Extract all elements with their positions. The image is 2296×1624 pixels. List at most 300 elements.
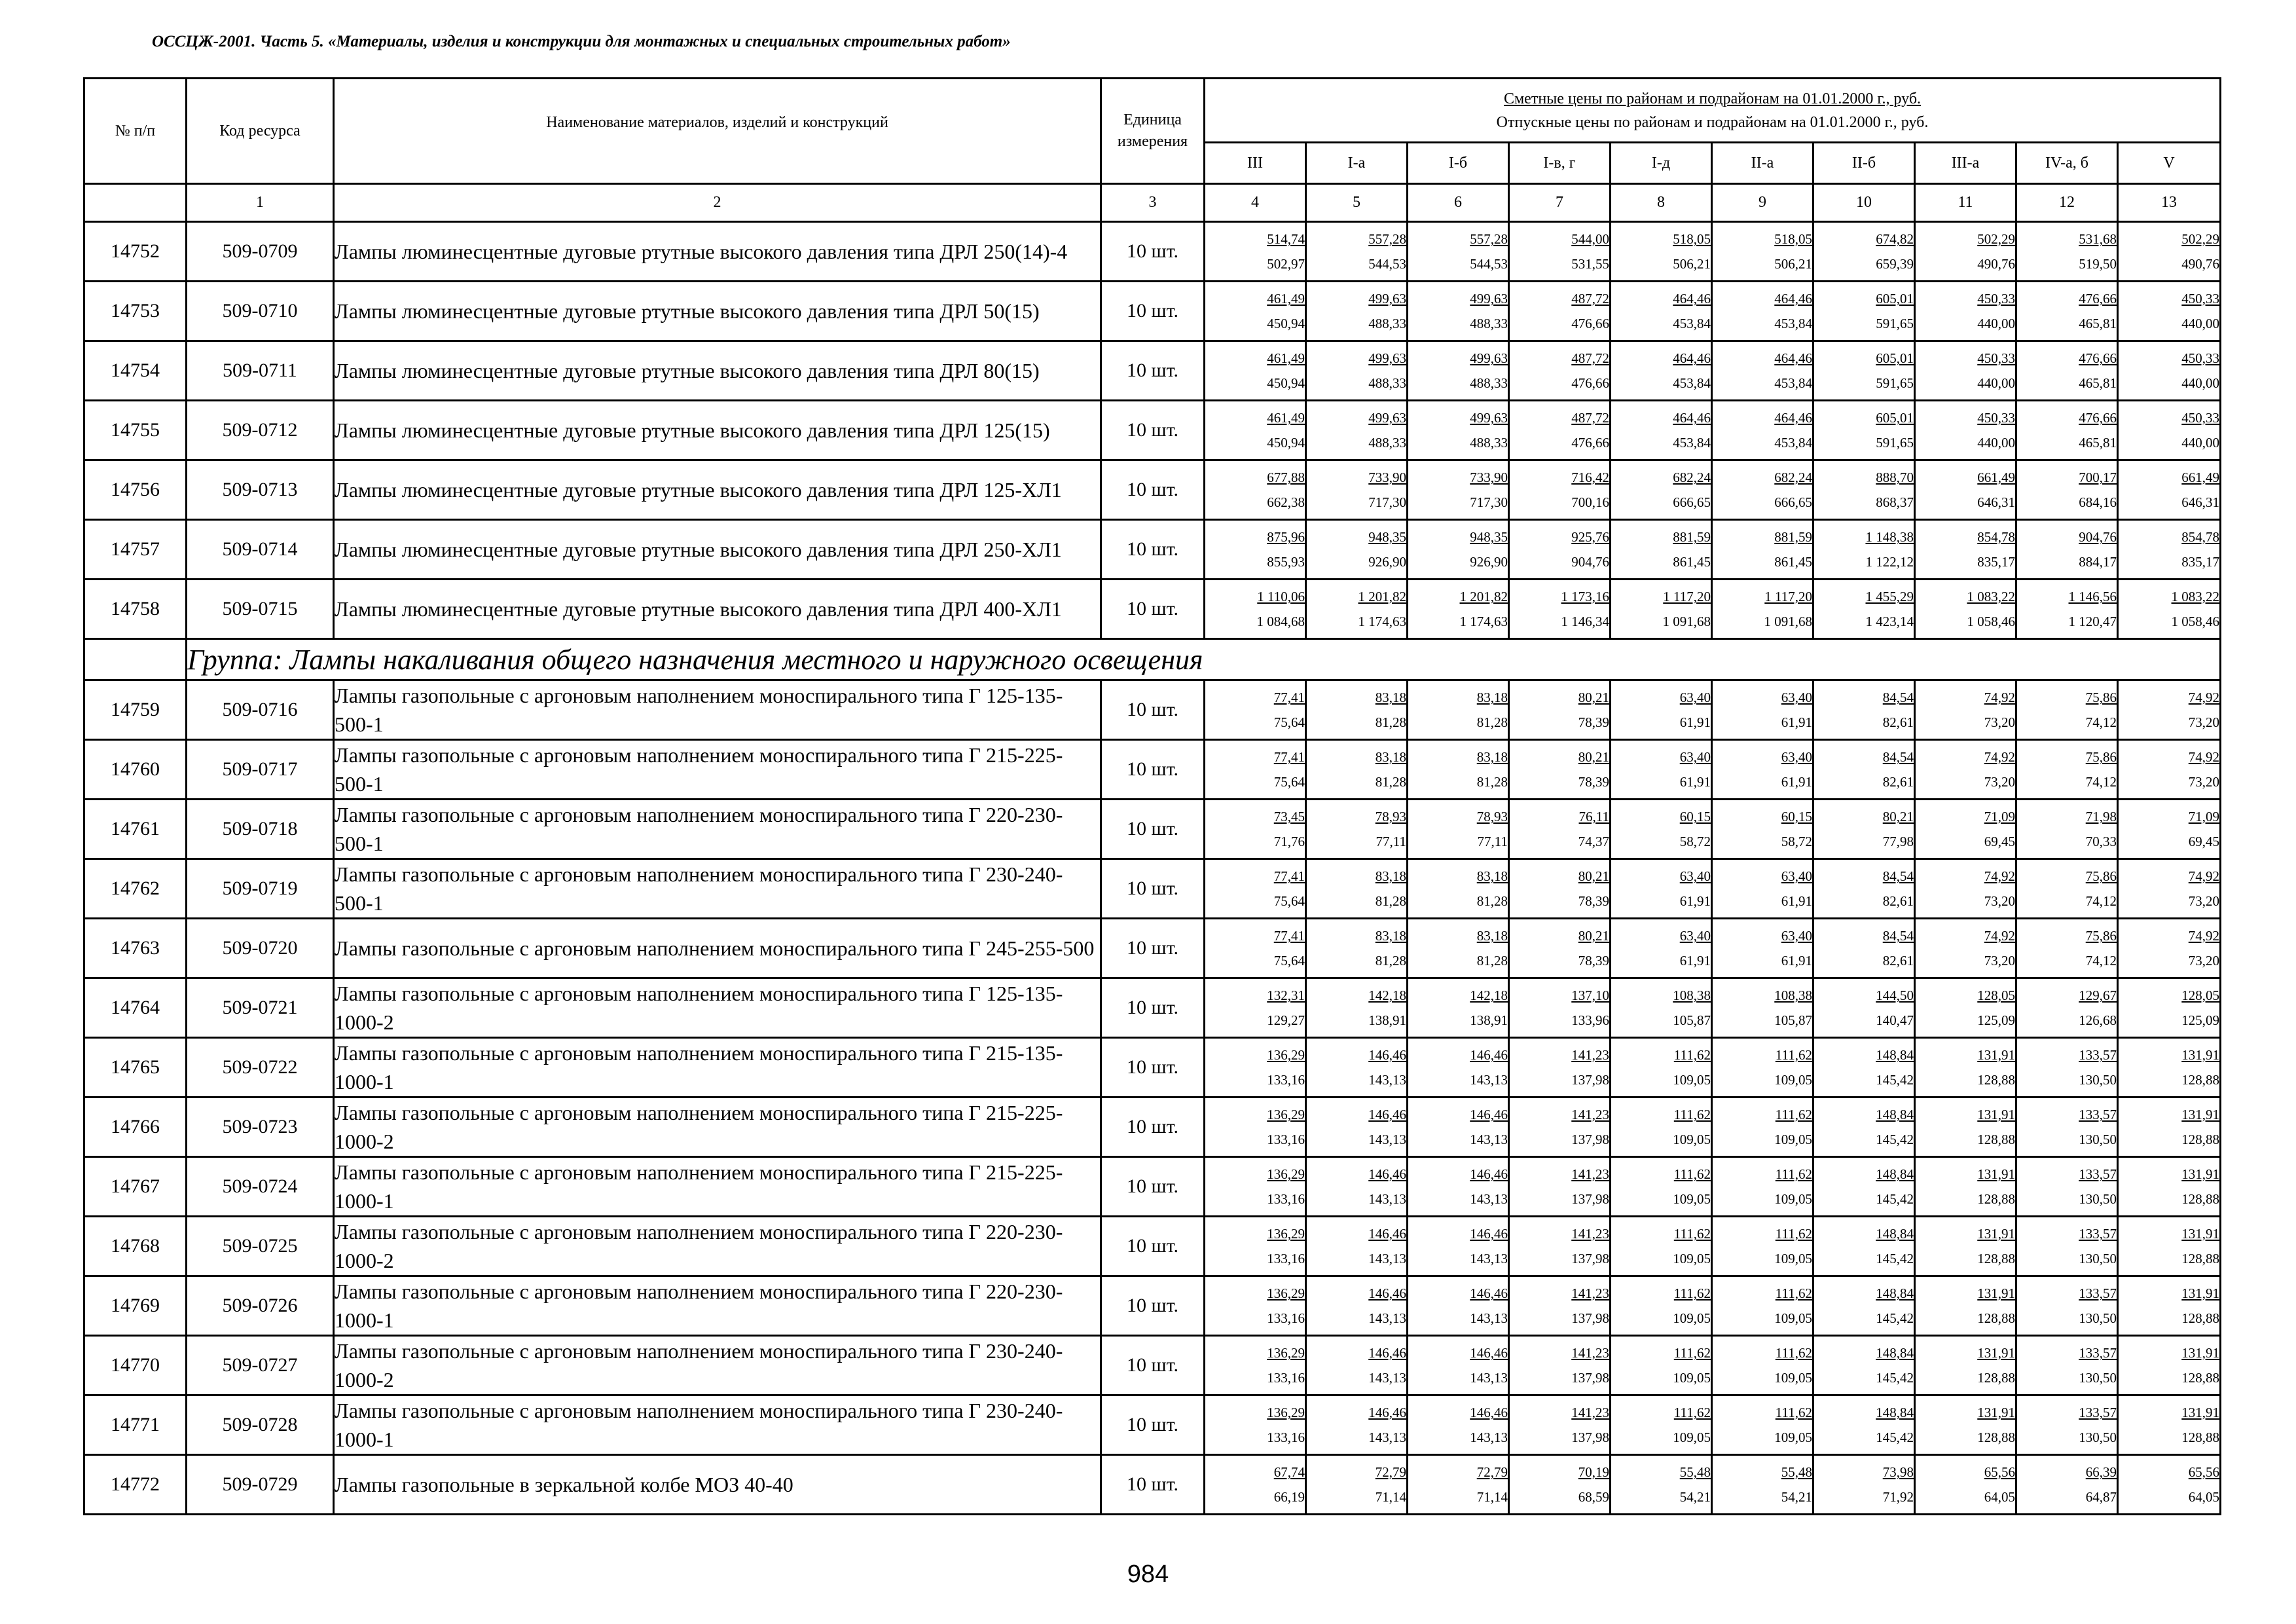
- price-cell: [1205, 1157, 1306, 1217]
- unit-of-measure: 10 шт.: [1101, 740, 1205, 800]
- material-name: Лампы люминесцентные дуговые ртутные высокого давления типа ДРЛ 80(15): [334, 341, 1101, 401]
- estimate-price: 76,11: [1578, 809, 1609, 824]
- price-cell: [2118, 1098, 2221, 1157]
- release-price: 868,37: [1876, 494, 1914, 510]
- price-cell: [1611, 401, 1712, 460]
- price-cell: [1611, 580, 1712, 639]
- estimate-price: 1 110,06: [1257, 589, 1305, 604]
- release-price: 453,84: [1673, 316, 1711, 331]
- price-cell: [1408, 341, 1509, 401]
- estimate-price: 63,40: [1781, 928, 1812, 944]
- unit-of-measure: 10 шт.: [1101, 1455, 1205, 1515]
- estimate-price: 141,23: [1571, 1107, 1609, 1122]
- price-cell: [1205, 222, 1306, 282]
- table-row: [84, 1455, 2221, 1515]
- price-cell: [2016, 1455, 2118, 1515]
- estimate-price: 514,74: [1267, 231, 1305, 247]
- price-cell: [2016, 680, 2118, 740]
- table-row: [84, 460, 2221, 520]
- price-cell: [1915, 1157, 2016, 1217]
- release-price: 128,88: [1977, 1072, 2015, 1088]
- release-price: 488,33: [1368, 316, 1406, 331]
- release-price: 125,09: [2181, 1012, 2220, 1028]
- release-price: 71,92: [1882, 1489, 1914, 1505]
- estimate-price: 141,23: [1571, 1226, 1609, 1242]
- price-cell: [1915, 341, 2016, 401]
- release-price: 1 091,68: [1662, 614, 1711, 629]
- estimate-price: 925,76: [1571, 529, 1609, 545]
- column-number: 10: [1813, 184, 1915, 222]
- resource-code: 509-0729: [187, 1455, 334, 1515]
- estimate-price: 136,29: [1267, 1047, 1305, 1063]
- price-cell: [1611, 978, 1712, 1038]
- estimate-price: 1 083,22: [2171, 589, 2220, 604]
- estimate-price: 111,62: [1673, 1047, 1711, 1063]
- release-price: 143,13: [1368, 1430, 1406, 1445]
- release-price: 646,31: [2181, 494, 2220, 510]
- price-cell: [1509, 1455, 1611, 1515]
- release-price: 73,20: [2188, 953, 2220, 969]
- price-cell: [2118, 580, 2221, 639]
- material-name: Лампы газопольные с аргоновым наполнением моноспирального типа Г 220-230-500-1: [334, 800, 1101, 859]
- resource-code: 509-0720: [187, 919, 334, 978]
- release-price: 130,50: [2079, 1310, 2117, 1326]
- release-price: 128,88: [2181, 1072, 2220, 1088]
- price-cell: [1712, 222, 1813, 282]
- unit-of-measure: 10 шт.: [1101, 919, 1205, 978]
- price-cell: [2118, 401, 2221, 460]
- release-price: 73,20: [1984, 714, 2015, 730]
- release-price: 75,64: [1273, 714, 1305, 730]
- material-name: Лампы газопольные с аргоновым наполнением моноспирального типа Г 215-225-1000-2: [334, 1098, 1101, 1157]
- price-cell: [2118, 460, 2221, 520]
- price-cell: [1712, 1455, 1813, 1515]
- release-price: 74,12: [2085, 714, 2117, 730]
- price-cell: [1915, 800, 2016, 859]
- estimate-price: 133,57: [2079, 1166, 2117, 1182]
- estimate-price: 63,40: [1781, 749, 1812, 765]
- estimate-price: 131,91: [2181, 1285, 2220, 1301]
- estimate-price: 716,42: [1571, 470, 1609, 485]
- estimate-price: 464,46: [1673, 410, 1711, 426]
- price-cell: [1509, 282, 1611, 341]
- release-price: 137,98: [1571, 1072, 1609, 1088]
- release-price: 61,91: [1781, 774, 1812, 790]
- estimate-price: 476,66: [2079, 410, 2117, 426]
- row-number: 14768: [84, 1217, 187, 1276]
- header-prices: [1205, 79, 2221, 143]
- group-row-blank: [84, 639, 187, 680]
- price-cell: [1712, 1276, 1813, 1336]
- resource-code: 509-0723: [187, 1098, 334, 1157]
- price-cell: [1509, 1276, 1611, 1336]
- estimate-prices-title: Сметные цены по районам и подрайонам на 01.01.2000 г., руб.: [1503, 90, 1922, 107]
- price-cell: [1915, 859, 2016, 919]
- material-name: Лампы газопольные с аргоновым наполнением моноспирального типа Г 215-225-500-1: [334, 740, 1101, 800]
- release-price: 82,61: [1882, 893, 1914, 909]
- estimate-price: 148,84: [1876, 1166, 1914, 1182]
- release-price: 450,94: [1267, 316, 1305, 331]
- release-prices-title: Отпускные цены по районам и подрайонам на 01.01.2000 г., руб.: [1496, 113, 1929, 131]
- estimate-price: 77,41: [1273, 749, 1305, 765]
- price-cell: [1813, 919, 1915, 978]
- unit-of-measure: 10 шт.: [1101, 978, 1205, 1038]
- price-cell: [1915, 580, 2016, 639]
- price-cell: [1205, 1336, 1306, 1395]
- price-cell: [1509, 1098, 1611, 1157]
- estimate-price: 450,33: [2181, 410, 2220, 426]
- price-cell: [1712, 520, 1813, 580]
- price-cell: [1813, 282, 1915, 341]
- price-cell: [1611, 520, 1712, 580]
- estimate-price: 461,49: [1267, 291, 1305, 306]
- price-cell: [1205, 800, 1306, 859]
- price-cell: [1611, 859, 1712, 919]
- release-price: 128,88: [1977, 1251, 2015, 1266]
- release-price: 105,87: [1673, 1012, 1711, 1028]
- release-price: 81,28: [1375, 953, 1406, 969]
- estimate-price: 948,35: [1368, 529, 1406, 545]
- estimate-price: 131,91: [1977, 1107, 2015, 1122]
- estimate-price: 146,46: [1368, 1345, 1406, 1361]
- estimate-price: 502,29: [2181, 231, 2220, 247]
- material-name: Лампы люминесцентные дуговые ртутные высокого давления типа ДРЛ 250(14)-4: [334, 222, 1101, 282]
- region-header: II-а: [1712, 143, 1813, 184]
- price-cell: [1611, 1157, 1712, 1217]
- release-price: 684,16: [2079, 494, 2117, 510]
- price-cell: [1205, 460, 1306, 520]
- release-price: 453,84: [1673, 375, 1711, 391]
- material-name: Лампы газопольные с аргоновым наполнением моноспирального типа Г 215-135-1000-1: [334, 1038, 1101, 1098]
- price-cell: [1915, 1455, 2016, 1515]
- document-header: ОССЦЖ-2001. Часть 5. «Материалы, изделия и конструкции для монтажных и специальных строительных работ»: [152, 33, 1011, 50]
- price-cell: [1509, 580, 1611, 639]
- price-cell: [1611, 1455, 1712, 1515]
- estimate-price: 142,18: [1368, 987, 1406, 1003]
- price-cell: [2016, 1336, 2118, 1395]
- price-cell: [1915, 919, 2016, 978]
- estimate-price: 108,38: [1774, 987, 1812, 1003]
- release-price: 66,19: [1273, 1489, 1305, 1505]
- release-price: 440,00: [2181, 316, 2220, 331]
- estimate-price: 55,48: [1679, 1464, 1711, 1480]
- release-price: 68,59: [1578, 1489, 1609, 1505]
- price-cell: [1408, 859, 1509, 919]
- unit-of-measure: 10 шт.: [1101, 1038, 1205, 1098]
- estimate-price: 146,46: [1470, 1047, 1508, 1063]
- column-number-blank: [84, 184, 187, 222]
- price-cell: [2016, 222, 2118, 282]
- resource-code: 509-0719: [187, 859, 334, 919]
- release-price: 143,13: [1368, 1072, 1406, 1088]
- estimate-price: 111,62: [1775, 1226, 1812, 1242]
- release-price: 64,05: [2188, 1489, 2220, 1505]
- estimate-price: 1 455,29: [1865, 589, 1914, 604]
- estimate-price: 74,92: [1984, 928, 2015, 944]
- price-cell: [1306, 800, 1408, 859]
- release-price: 61,91: [1781, 953, 1812, 969]
- release-price: 1 120,47: [2068, 614, 2117, 629]
- price-cell: [2016, 919, 2118, 978]
- release-price: 129,27: [1267, 1012, 1305, 1028]
- release-price: 143,13: [1470, 1132, 1508, 1147]
- estimate-price: 450,33: [2181, 291, 2220, 306]
- price-cell: [1915, 1098, 2016, 1157]
- release-price: 143,13: [1470, 1251, 1508, 1266]
- estimate-price: 499,63: [1470, 291, 1508, 306]
- release-price: 490,76: [1977, 256, 2015, 272]
- release-price: 591,65: [1876, 435, 1914, 451]
- release-price: 128,88: [1977, 1191, 2015, 1207]
- release-price: 1 058,46: [1967, 614, 2015, 629]
- price-cell: [1408, 680, 1509, 740]
- estimate-price: 80,21: [1578, 690, 1609, 705]
- release-price: 71,14: [1476, 1489, 1508, 1505]
- region-header: II-б: [1813, 143, 1915, 184]
- estimate-price: 1 117,20: [1764, 589, 1812, 604]
- estimate-price: 77,41: [1273, 928, 1305, 944]
- resource-code: 509-0716: [187, 680, 334, 740]
- price-cell: [1915, 680, 2016, 740]
- estimate-price: 142,18: [1470, 987, 1508, 1003]
- release-price: 73,20: [2188, 714, 2220, 730]
- estimate-price: 74,92: [1984, 690, 2015, 705]
- release-price: 476,66: [1571, 435, 1609, 451]
- estimate-price: 518,05: [1673, 231, 1711, 247]
- estimate-price: 77,41: [1273, 868, 1305, 884]
- estimate-price: 71,09: [2188, 809, 2220, 824]
- table-row: [84, 1395, 2221, 1455]
- price-cell: [2016, 282, 2118, 341]
- price-cell: [1611, 919, 1712, 978]
- price-cell: [2118, 282, 2221, 341]
- material-name: Лампы газопольные с аргоновым наполнением моноспирального типа Г 245-255-500: [334, 919, 1101, 978]
- estimate-price: 67,74: [1273, 1464, 1305, 1480]
- unit-of-measure: 10 шт.: [1101, 859, 1205, 919]
- release-price: 78,39: [1578, 714, 1609, 730]
- material-name: Лампы газопольные с аргоновым наполнением моноспирального типа Г 125-135-1000-2: [334, 978, 1101, 1038]
- unit-of-measure: 10 шт.: [1101, 800, 1205, 859]
- release-price: 137,98: [1571, 1370, 1609, 1386]
- price-cell: [1408, 1455, 1509, 1515]
- release-price: 128,88: [1977, 1310, 2015, 1326]
- price-cell: [1712, 1336, 1813, 1395]
- price-cell: [2118, 222, 2221, 282]
- price-cell: [1205, 1395, 1306, 1455]
- release-price: 109,05: [1774, 1310, 1812, 1326]
- estimate-price: 499,63: [1470, 350, 1508, 366]
- release-price: 109,05: [1774, 1370, 1812, 1386]
- estimate-price: 881,59: [1673, 529, 1711, 545]
- estimate-price: 502,29: [1977, 231, 2015, 247]
- table-row: [84, 800, 2221, 859]
- price-cell: [1408, 1157, 1509, 1217]
- price-cell: [1813, 859, 1915, 919]
- estimate-price: 854,78: [1977, 529, 2015, 545]
- release-price: 73,20: [2188, 893, 2220, 909]
- unit-of-measure: 10 шт.: [1101, 460, 1205, 520]
- release-price: 61,91: [1679, 714, 1711, 730]
- price-cell: [1813, 740, 1915, 800]
- price-cell: [1915, 1038, 2016, 1098]
- unit-of-measure: 10 шт.: [1101, 222, 1205, 282]
- price-cell: [2118, 978, 2221, 1038]
- release-price: 61,91: [1781, 893, 1812, 909]
- price-cell: [1205, 580, 1306, 639]
- region-header: I-в, г: [1509, 143, 1611, 184]
- price-cell: [1306, 401, 1408, 460]
- release-price: 502,97: [1267, 256, 1305, 272]
- price-cell: [1509, 1157, 1611, 1217]
- table-row: [84, 580, 2221, 639]
- column-number: 8: [1611, 184, 1712, 222]
- estimate-price: 111,62: [1673, 1107, 1711, 1122]
- table-body: [84, 222, 2221, 1515]
- estimate-price: 141,23: [1571, 1345, 1609, 1361]
- release-price: 109,05: [1673, 1430, 1711, 1445]
- estimate-price: 84,54: [1882, 690, 1914, 705]
- estimate-price: 141,23: [1571, 1405, 1609, 1420]
- estimate-price: 904,76: [2079, 529, 2117, 545]
- release-price: 128,88: [2181, 1132, 2220, 1147]
- release-price: 81,28: [1375, 714, 1406, 730]
- price-cell: [1306, 1276, 1408, 1336]
- price-cell: [1915, 740, 2016, 800]
- estimate-price: 141,23: [1571, 1047, 1609, 1063]
- estimate-price: 464,46: [1774, 291, 1812, 306]
- estimate-price: 129,67: [2079, 987, 2117, 1003]
- release-price: 143,13: [1470, 1191, 1508, 1207]
- price-cell: [1408, 580, 1509, 639]
- estimate-price: 605,01: [1876, 291, 1914, 306]
- row-number: 14764: [84, 978, 187, 1038]
- estimate-price: 60,15: [1781, 809, 1812, 824]
- release-price: 145,42: [1876, 1191, 1914, 1207]
- column-number: 5: [1306, 184, 1408, 222]
- resource-code: 509-0722: [187, 1038, 334, 1098]
- estimate-price: 80,21: [1578, 868, 1609, 884]
- table-row: [84, 978, 2221, 1038]
- price-cell: [1306, 460, 1408, 520]
- release-price: 81,28: [1476, 953, 1508, 969]
- release-price: 488,33: [1470, 435, 1508, 451]
- estimate-price: 875,96: [1267, 529, 1305, 545]
- estimate-price: 83,18: [1476, 868, 1508, 884]
- price-cell: [2016, 401, 2118, 460]
- table-row: [84, 222, 2221, 282]
- estimate-price: 605,01: [1876, 410, 1914, 426]
- price-cell: [1205, 740, 1306, 800]
- price-cell: [1915, 978, 2016, 1038]
- release-price: 130,50: [2079, 1430, 2117, 1445]
- price-cell: [2016, 1395, 2118, 1455]
- estimate-price: 1 117,20: [1663, 589, 1711, 604]
- estimate-price: 476,66: [2079, 350, 2117, 366]
- release-price: 861,45: [1673, 554, 1711, 570]
- estimate-price: 131,91: [1977, 1047, 2015, 1063]
- release-price: 145,42: [1876, 1430, 1914, 1445]
- estimate-price: 487,72: [1571, 291, 1609, 306]
- estimate-price: 1 148,38: [1865, 529, 1914, 545]
- release-price: 591,65: [1876, 316, 1914, 331]
- estimate-price: 131,91: [1977, 1345, 2015, 1361]
- estimate-price: 1 083,22: [1967, 589, 2015, 604]
- release-price: 126,68: [2079, 1012, 2117, 1028]
- page-number: 984: [1127, 1560, 1169, 1588]
- estimate-price: 133,57: [2079, 1285, 2117, 1301]
- release-price: 453,84: [1673, 435, 1711, 451]
- price-cell: [1813, 1395, 1915, 1455]
- estimate-price: 148,84: [1876, 1226, 1914, 1242]
- estimate-price: 74,92: [2188, 690, 2220, 705]
- release-price: 450,94: [1267, 375, 1305, 391]
- estimate-price: 499,63: [1368, 350, 1406, 366]
- release-price: 64,05: [1984, 1489, 2015, 1505]
- price-cell: [1306, 919, 1408, 978]
- estimate-price: 83,18: [1375, 868, 1406, 884]
- estimate-price: 111,62: [1775, 1047, 1812, 1063]
- price-cell: [1509, 859, 1611, 919]
- release-price: 137,98: [1571, 1310, 1609, 1326]
- release-price: 926,90: [1470, 554, 1508, 570]
- table-row: [84, 1098, 2221, 1157]
- row-number: 14757: [84, 520, 187, 580]
- price-cell: [2118, 1336, 2221, 1395]
- release-price: 109,05: [1774, 1132, 1812, 1147]
- price-cell: [1306, 222, 1408, 282]
- estimate-price: 71,09: [1984, 809, 2015, 824]
- row-number: 14760: [84, 740, 187, 800]
- release-price: 440,00: [2181, 375, 2220, 391]
- price-cell: [1306, 1336, 1408, 1395]
- price-cell: [1509, 520, 1611, 580]
- region-header: I-б: [1408, 143, 1509, 184]
- region-header: IV-а, б: [2016, 143, 2118, 184]
- estimate-price: 146,46: [1368, 1107, 1406, 1122]
- unit-of-measure: 10 шт.: [1101, 282, 1205, 341]
- release-price: 130,50: [2079, 1191, 2117, 1207]
- estimate-price: 111,62: [1775, 1405, 1812, 1420]
- estimate-price: 136,29: [1267, 1345, 1305, 1361]
- price-cell: [1611, 222, 1712, 282]
- release-price: 128,88: [1977, 1430, 2015, 1445]
- estimate-price: 544,00: [1571, 231, 1609, 247]
- release-price: 453,84: [1774, 316, 1812, 331]
- estimate-price: 136,29: [1267, 1285, 1305, 1301]
- estimate-price: 63,40: [1679, 868, 1711, 884]
- estimate-price: 71,98: [2085, 809, 2117, 824]
- estimate-price: 72,79: [1375, 1464, 1406, 1480]
- resource-code: 509-0725: [187, 1217, 334, 1276]
- release-price: 440,00: [1977, 316, 2015, 331]
- estimate-price: 111,62: [1775, 1107, 1812, 1122]
- release-price: 74,12: [2085, 953, 2117, 969]
- header-row-column-numbers: [84, 184, 2221, 222]
- price-cell: [1408, 460, 1509, 520]
- price-cell: [1712, 1038, 1813, 1098]
- price-cell: [1712, 282, 1813, 341]
- release-price: 861,45: [1774, 554, 1812, 570]
- release-price: 140,47: [1876, 1012, 1914, 1028]
- material-name: Лампы газопольные с аргоновым наполнением моноспирального типа Г 230-240-1000-2: [334, 1336, 1101, 1395]
- release-price: 82,61: [1882, 774, 1914, 790]
- header-num: № п/п: [84, 79, 187, 184]
- price-cell: [1611, 680, 1712, 740]
- estimate-price: 148,84: [1876, 1405, 1914, 1420]
- resource-code: 509-0727: [187, 1336, 334, 1395]
- material-name: Лампы газопольные с аргоновым наполнением моноспирального типа Г 220-230-1000-1: [334, 1276, 1101, 1336]
- estimate-price: 146,46: [1368, 1226, 1406, 1242]
